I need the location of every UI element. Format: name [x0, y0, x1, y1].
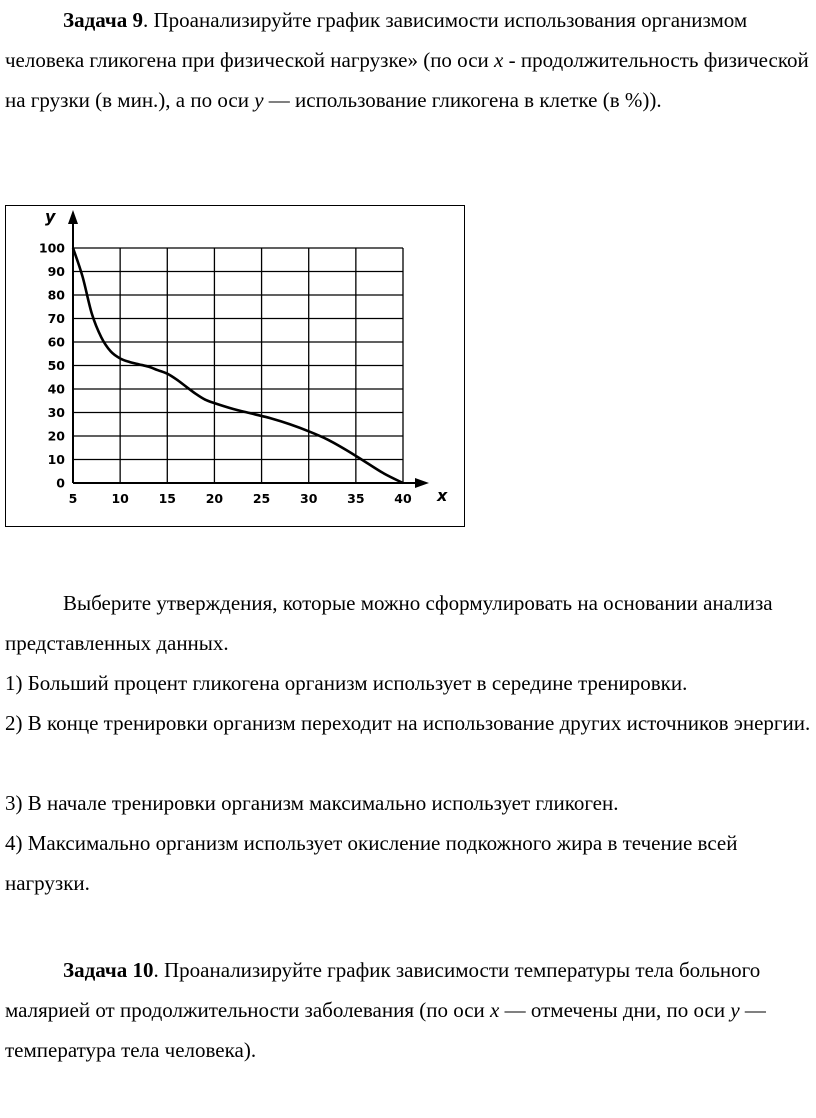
x-tick-label: 35 — [347, 491, 365, 506]
task9-label: Задача 9 — [63, 8, 143, 32]
x-tick-label: 5 — [68, 491, 78, 506]
chart-canvas — [6, 206, 464, 526]
y-tick-label: 0 — [56, 475, 65, 491]
y-tick-label: 50 — [47, 358, 65, 373]
y-tick-label: 20 — [47, 428, 65, 444]
option-1: 1) Больший процент гликогена организм использует в середине тренировки. — [5, 671, 688, 695]
option-2: 2) В конце тренировки организм переходит на использование других источников энергии. — [5, 711, 811, 735]
y-tick-label: 60 — [47, 334, 65, 350]
y-tick-label: 100 — [38, 240, 65, 256]
glycogen-chart — [5, 205, 465, 527]
x-tick-label: 20 — [205, 491, 224, 506]
y-tick-label: 40 — [47, 381, 65, 397]
x-tick-label: 15 — [158, 491, 176, 506]
task9-text: Задача 9. Проанализируйте график зависимости использования организмом человека гликогена при физической нагрузке» (по оси x - продолжительность физической на грузки (в мин.), а по оси y — использование гликогена в клетке (в %)). — [5, 8, 809, 112]
y-tick-label: 90 — [47, 264, 65, 279]
x-axis-arrow — [415, 478, 429, 488]
y-tick-label: 80 — [47, 287, 65, 303]
y-axis-arrow — [68, 210, 78, 224]
x-tick-label: 40 — [394, 491, 412, 506]
x-axis-label: x — [437, 486, 448, 505]
y-axis-label: y — [45, 207, 56, 226]
x-tick-label: 10 — [111, 491, 129, 506]
y-tick-label: 30 — [47, 405, 65, 420]
x-tick-label: 25 — [252, 491, 271, 506]
question-prompt: Выберите утверждения, которые можно сформулировать на основании анализа представленных данных. — [5, 591, 773, 655]
y-tick-label: 70 — [47, 311, 65, 326]
option-4: 4) Максимально организм использует окисление подкожного жира в течение всей нагрузки. — [5, 831, 738, 895]
x-tick-label: 30 — [300, 491, 318, 506]
task10-text: Задача 10. Проанализируйте график зависимости температуры тела больного малярией от продолжительности заболевания (по оси x — отмечены дни, по оси y — температура тела человека). — [5, 958, 766, 1062]
task10-label: Задача 10 — [63, 958, 154, 982]
y-tick-label: 10 — [47, 452, 65, 467]
option-3: 3) В начале тренировки организм максимально использует гликоген. — [5, 791, 619, 815]
